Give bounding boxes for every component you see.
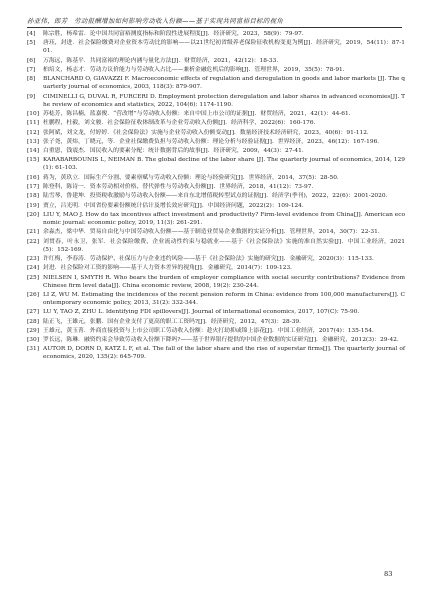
reference-number: [8]	[27, 76, 36, 83]
reference-text: 陈登科，陈诗一．资本劳动相对价格、替代弹性与劳动收入份额[J]．世界经济，2018，41(12)：73-97．	[43, 184, 318, 191]
reference-item	[27, 327, 405, 335]
reference-number: [30]	[27, 337, 39, 344]
header-rule	[27, 27, 402, 28]
reference-text: KARABARBOUNIS L, NEIMAN B. The global decline of the labor share [J]. The quarterly journal of economics, 2014, 129(1): 61-103.	[43, 157, 405, 172]
reference-number: [10]	[27, 110, 39, 117]
reference-text: AUTOR D, DORN D, KATZ L F, et al. The fall of the labor share and the rise of superstar firms[J]. The quarterly journal of economics, 2020, 135(2): 645-709.	[43, 346, 405, 361]
reference-item	[27, 119, 405, 127]
reference-number: [14]	[27, 148, 39, 155]
reference-item	[27, 75, 405, 91]
reference-number: [19]	[27, 202, 39, 209]
reference-number: [11]	[27, 120, 39, 127]
reference-item	[27, 336, 405, 344]
reference-item	[27, 345, 405, 361]
reference-text: 刘贯春，叶永卫，张军．社会保险缴费、企业流动性约束与稳就业——基于《社会保险法》实施的准自然实验[J]．中国工业经济，2021(5)：152-169．	[43, 238, 405, 253]
reference-number: [27]	[27, 309, 39, 316]
reference-item	[27, 238, 405, 254]
reference-text: LU Y, TAO Z, ZHU L. Identifying FDI spillovers[J]. Journal of international economics, 2017, 107(C): 75-90.	[43, 309, 360, 316]
reference-number: [6]	[27, 57, 36, 64]
reference-item	[27, 147, 405, 155]
reference-text: 苏梽芳，陈昌楠，蓝嘉俊．“营改增”与劳动收入份额：来自中国上市公司的证据[J]．财贸经济，2021，42(1)：44-61．	[43, 110, 355, 117]
reference-text: LIU Y, MAO J. How do tax incentives affect investment and productivity? Firm-level evidence from China[J]. American economic journal: economic policy, 2019, 11(3): 261-291.	[43, 211, 405, 226]
reference-item	[27, 174, 405, 182]
reference-number: [18]	[27, 193, 39, 200]
reference-item	[27, 39, 405, 55]
reference-number: [17]	[27, 184, 39, 191]
reference-number: [28]	[27, 318, 39, 325]
page-number: 83	[384, 570, 393, 578]
reference-number: [23]	[27, 255, 39, 262]
reference-number: [4]	[27, 31, 36, 37]
reference-number: [15]	[27, 157, 39, 164]
reference-item	[27, 228, 405, 236]
reference-item	[27, 264, 405, 272]
reference-text: 唐珏，封进．社会保险缴费对企业资本劳动比的影响——以21世纪初省级养老保险征收机构变更为例[J]．经济研究，2019，54(11)：87-101．	[43, 40, 405, 55]
reference-text: 杜鹏程，杜毅，刘文骏．社会保险征收体制改革与企业劳动收入份额[J]．经济科学，2022(6)：160-176．	[43, 120, 320, 127]
reference-item	[27, 308, 405, 316]
reference-number: [21]	[27, 229, 39, 236]
reference-number: [13]	[27, 138, 39, 145]
reference-text: 蒋为，黄玖立．国际生产分割、要素禀赋与劳动收入份额：理论与经验研究[J]．世界经济，2014，37(5)：28-50．	[43, 174, 343, 181]
reference-item	[27, 274, 405, 290]
reference-text: CIMINELLI G, DUVAL R, FURCERI D. Employment protection deregulation and labor shares in advanced economies[J]. The review of economics and statistics, 2022, 104(6): 1174-1190.	[43, 93, 405, 108]
reference-number: [20]	[27, 211, 39, 218]
reference-item	[27, 202, 405, 210]
reference-number: [25]	[27, 274, 39, 281]
reference-text: 王雄元，黄玉菁．外商直接投资与上市公司职工劳动收入份额：趁火打劫抑或锦上添花[J]．中国工业经济，2017(4)：135-154．	[43, 327, 378, 334]
reference-item	[27, 57, 405, 65]
reference-number: [7]	[27, 66, 36, 73]
reference-text: 张子尧，黄炜，丁晓元，等．企业社保缴费负担与劳动收入份额：理论分析与经验证据[J]．世界经济，2023，46(12)：167-196．	[43, 138, 384, 145]
reference-text: 张阿斌，刘文龙，付婷婷．《社会保险法》实施与企业劳动收入份额变动[J]．数量经济技术经济研究，2023，40(6)：91-112．	[43, 129, 373, 136]
reference-number: [24]	[27, 265, 39, 272]
reference-text: 白重恩，钱震杰．国民收入的要素分配：统计数据背后的故事[J]．经济研究，2009，44(3)：27-41．	[43, 148, 308, 155]
reference-text: 陆正飞，王雄元，张鹏．国有企业支付了更高的职工工资吗?[J]．经济研究，2012，47(3)：28-39．	[43, 318, 305, 325]
reference-item	[27, 211, 405, 227]
reference-item	[27, 129, 405, 137]
reference-item	[27, 183, 405, 191]
reference-item	[27, 192, 405, 200]
reference-text: BLANCHARD O, GIAVAZZI F. Macroeconomic effects of regulation and deregulation in goods and labor markets [J]. The quarterly journal of economics, 2003, 118(3): 879-907.	[43, 76, 406, 91]
reference-number: [22]	[27, 238, 39, 245]
reference-item	[27, 138, 405, 146]
reference-number: [26]	[27, 291, 39, 298]
reference-number: [31]	[27, 346, 39, 353]
reference-text: 罗长远，陈琳．融资约束会导致劳动收入份额下降吗?——基于世界银行提供的中国企业数据的实证研究[J]．金融研究，2012(3)：29-42．	[43, 337, 403, 344]
reference-text: NIELSEN I, SMYTH R. Who bears the burden of employer compliance with social security contributions? Evidence from Chinese firm level data[J]. China economic review, 2008, 19(2): 230-244.	[43, 274, 405, 289]
reference-item	[27, 156, 405, 172]
reference-text: 柏培文，杨志才．劳动力议价能力与劳动收入占比——兼析金融危机后的影响[J]．管理世界，2019，35(5)：78-91．	[43, 66, 349, 73]
reference-item	[27, 318, 405, 326]
reference-text: LI Z, WU M. Estimating the incidences of the recent pension reform in China: evidence from 100,000 manufacturers[J]. Contemporary economic policy, 2013, 31(2): 332-344.	[43, 291, 405, 306]
running-header: 孙亚伟，郎芳 劳动报酬增加如何影响劳动收入份额——基于实现共同富裕目标的视角	[27, 17, 284, 25]
reference-text: 贾立，吕光明．中国省份要素份额统计估计及增长效应研究[J]．中国经济问题，2022(2)：109-124．	[43, 202, 308, 209]
reference-item	[27, 255, 405, 263]
reference-text: 万海远，陈基平．共同富裕的理论内涵与量化方法[J]．财贸经济，2021，42(12)：18-33．	[43, 57, 283, 64]
reference-number: [12]	[27, 129, 39, 136]
reference-item	[27, 110, 405, 118]
reference-number: [9]	[27, 93, 36, 100]
reference-number: [5]	[27, 40, 36, 47]
reference-number: [29]	[27, 327, 39, 334]
reference-item	[27, 291, 405, 307]
reference-text: 陆雪琴，鲁建坤．投资税收激励与劳动收入份额——来自东北增值税转型试点的证据[J]．经济学(季刊)，2022，22(6)：2001-2020．	[43, 193, 392, 200]
reference-text: 许红梅，李春涛．劳动保护、社保压力与企业违约风险——基于《社会保险法》实施的研究[J]．金融研究，2020(3)：115-133．	[43, 255, 378, 262]
reference-item	[27, 66, 405, 74]
reference-text: 陈宗胜，杨希雷．论中国共同富裕测度指标和阶段性进展程度[J]．经济研究，2023，58(9)：79-97．	[43, 31, 308, 37]
reference-item	[27, 30, 405, 38]
reference-list	[27, 30, 405, 363]
reference-item	[27, 93, 405, 109]
reference-number: [16]	[27, 174, 39, 181]
reference-text: 封进．社会保险对工资的影响——基于人力资本差异的视角[J]．金融研究，2014(7)：109-123．	[43, 265, 297, 272]
reference-text: 余淼杰，梁中华．贸易自由化与中国劳动收入份额——基于制造业贸易企业数据的实证分析[J]．管理世界，2014，30(7)：22-31．	[43, 229, 384, 236]
